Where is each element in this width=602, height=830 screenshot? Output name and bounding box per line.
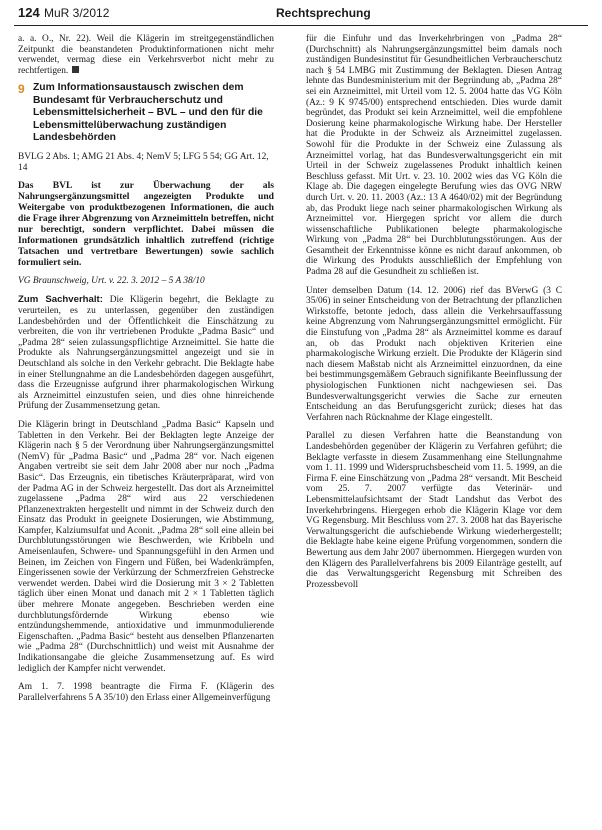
body-paragraph: für die Einfuhr und das Inverkehrbringen von „Padma 28“ (Durchschnitt) als Nahrungsergänzungsmittel beim damals noch zuständigen Bundesinstitut für Gesundheitlichen Verbraucherschutz nach § 54 LMBG mit Zustimmung der Beklagten. Diesen Antrag lehnte das Bundesministerium mit der Begründung ab, „Padma 28“ sei ein Arzneimittel, mit Urteil vom 12. 5. 2004 hatte das VG Köln (Az.: 9 K 9745/00) entsprechend entschieden. Dies wurde damit begründet, das Produkt sei kein Arzneimittel, weil die empfohlene Dosierung keine pharmakologische Wirkung habe. Der Hersteller hat die Produkte in der Schweiz als Arzneimittel zugelassen. Sowohl für die Produkte in der Schweiz eine Zulassung als Arzneimittel vorlag, hat das Bundesverwaltungsgericht ein mit Urteil in der Schweiz zugelassenes Produkt inhaltlich keinen Beschluss gefasst. Mit Urt. v. 23. 10. 2002 wies das VG Köln die Klage ab. Die dagegen eingelegte Berufung wies das OVG NRW durch Urt. v. 20. 11. 2003 (Az.: 13 A 4640/02) mit der Begründung ab, das Produkt liege nach seiner pharmakologischen Wirkung als Arzneimittel vor. Hiergegen spricht vor allem die durch wissenschaftliche Publikationen belegte pharmakologische Wirkung von „Padma 28“ bei Durchblutungsstörungen. Aus der Gesamtheit der Erkenntnisse könne es nicht darauf ankommen, ob die Wirkung des Produkts ausschließlich der Empfehlung von Padma 28 auf die Gesundheit zu schließen ist.	[306, 34, 562, 278]
journal-name: MuR 3/2012	[44, 6, 110, 20]
sachverhalt-paragraph: Zum Sachverhalt: Die Klägerin begehrt, die Beklagte zu verurteilen, es zu unterlassen, gegenüber den zuständigen Landesbehörden und der Öffentlichkeit die Einschätzung zu verbreiten, die von ihr vertriebenen Produkte „Padma Basic“ und „Padma 28“ seien zulassungspflichtige Arzneimittel. Sie hatte die Produkte als Nahrungsergänzungsmittel angezeigt und sie in Deutschland als solche in den Verkehr gebracht. Die Beklagte habe in einer Stellungnahme an die Landesbehörden dagegen ausgeführt, dass die Erzeugnisse aufgrund ihrer pharmakologischen Wirkung als Arzneimittel einzustufen seien, und dies ohne hinreichende Prüfung der Zusammensetzung getan.	[18, 294, 274, 412]
right-column	[306, 34, 562, 598]
svg-text:9: 9	[18, 82, 25, 95]
sachverhalt-label: Zum Sachverhalt:	[18, 294, 103, 306]
leitsatz: Das BVL ist zur Überwachung der als Nahrungsergänzungsmittel angezeigten Produkte und Weitergabe von produktbezogenen Informationen, die auch die Frage ihrer Abgrenzung von Arzneimitteln betreffen, nicht nur berechtigt, sondern verpflichtet. Dabei müssen die Informationen grundsätzlich inhaltlich zutreffend (richtige Tatsachen und vertretbare Bewertungen) sowie sachlich formuliert sein.	[18, 180, 274, 269]
end-mark-icon	[72, 66, 79, 73]
page-number: 124	[18, 5, 40, 20]
norms-line: BVLG 2 Abs. 1; AMG 21 Abs. 4; NemV 5; LFG 5 54; GG Art. 12, 14	[18, 152, 269, 174]
article-number-icon	[18, 82, 28, 94]
body-paragraph: Parallel zu diesen Verfahren hatte die Beanstandung von Landesbehörden gegenüber der Klägerin zu Verfahren geführt; die Beklagte verfasste in diesem Zusammenhang eine Stellungnahme vom 1. 11. 1999 und Widerspruchsbescheid vom 11. 5. 1999, an die Firma F. eine Einschätzung von „Padma 28“ versandt. Mit Bescheid vom 25. 7. 2007 verfügte das Veterinär- und Lebensmittelaufsichtsamt der Stadt Landshut das Verbot des Inverkehrbringens. Hiergegen erhob die Klägerin Klage vor dem VG Regensburg. Mit Beschluss vom 27. 3. 2008 hat das Bayerische Verwaltungsgericht die aufschiebende Wirkung wiederhergestellt; die Beklagte habe keine eigene Prüfung vorgenommen, sondern die Bewertung aus dem Jahr 2007 übernommen. Hiergegen wurden von den Klägern des Parallelverfahrens bis 2009 Eilanträge gestellt, auf die das Verwaltungsgericht Regensburg mit Schreiben des Prozessbevoll	[306, 431, 562, 590]
body-paragraph: Am 1. 7. 1998 beantragte die Firma F. (Klägerin des Parallelverfahrens 5 A 35/10) den Erlass einer Allgemeinverfügung	[18, 682, 274, 703]
article-title: Zum Informationsaustausch zwischen dem Bundesamt für Verbraucherschutz und Lebensmittelsicherheit – BVL – und den für die Lebensmittelüberwachung zuständigen Landesbehörden	[33, 82, 263, 143]
body-paragraph: Die Klägerin bringt in Deutschland „Padma Basic“ Kapseln und Tabletten in den Verkehr. Bei der Beklagten legte Anzeige der Klägerin nach § 5 der Verordnung über Nahrungsergänzungsmittel (NemV) für „Padma Basic“ und „Padma 28“ vor. Nach eigenen Angaben vertreibt sie seit dem Jahr 2008 aber nur noch „Padma Basic“. Das Erzeugnis, ein tibetisches Kräuterpräparat, wird von der Padma AG in der Schweiz hergestellt. Das dort als Arzneimittel zugelassene „Padma 28“ wird aus 22 verschiedenen Pflanzenextrakten hergestellt und nimmt in der Schweiz durch den Einsatz das Produkt in geeignete Dosierungen, wie Abstimmung, Kampfer, Kalziumsulfat und Aconit. „Padma 28“ soll eine allein bei Durchblutungsstörungen wie Beschwerden, wie Kribbeln und Ameisenlaufen, Schwere- und Spannungsgefühl in den Armen und Beinen, im Zeichen von Fingern und Füßen, bei Wadenkrämpfen, Eingerissenen sowie der Verkürzung der Schmerzfreien Gehstrecke verwendet werden. Dabei wird die Dosierung mit 3 × 2 Tabletten täglich über einen Monat und danach mit 2 × 1 Tabletten täglich über mehrere Monate angegeben. Beschrieben werden eine durchblutungsfördernde Wirkung ebenso wie entzündungshemmende, antioxidative und immunmodulierende Eigenschaften. „Padma Basic“ besteht aus denselben Pflanzenarten wie „Padma 28“ (Durchschnittlich) und weist mit Ausnahme der Indikationsangabe die gleiche Zusammensetzung auf. Es wird lediglich der Kampfer nicht verwendet.	[18, 419, 274, 674]
header-rule	[14, 25, 588, 26]
intro-paragraph: a. a. O., Nr. 22). Weil die Klägerin im streitgegenständlichen Zeitpunkt die beanstandeten Produktinformationen nicht mehr verwendet, vermag diese ein Verkehrsverbot nicht mehr zu rechtfertigen.	[18, 34, 274, 76]
court-citation: VG Braunschweig, Urt. v. 22. 3. 2012 – 5 A 38/10	[18, 276, 205, 287]
left-column	[18, 34, 274, 711]
body-paragraph: Unter demselben Datum (14. 12. 2006) rief das BVerwG (3 C 35/06) in seiner Entscheidung von der Betrachtung der pflanzlichen Wirkstoffe, betonte jedoch, dass allein die Verkehrsauffassung keine Abgrenzung vom Nahrungsergänzungsmittel ermöglicht. Für die Einstufung von „Padma 28“ als Arzneimittel komme es darauf an, ob das Produkt nach objektiven Kriterien eine pharmakologische Wirkung erzielt. Die Produkte der Klägerin sind nach diesem Maßstab nicht als Arzneimittel einzuordnen, da eine bei bestimmungsgemäßem Gebrauch signifikante Beeinflussung der physiologischen Funktionen nicht nachgewiesen sei. Das Bundesverwaltungsgericht verwies die Sache zur erneuten Entscheidung an das Berufungsgericht zurück; dieses hat das Verfahren nach Rücknahme der Klage eingestellt.	[306, 285, 562, 423]
article-heading	[18, 82, 274, 144]
section-title: Rechtsprechung	[276, 6, 371, 20]
page-header	[14, 0, 588, 30]
